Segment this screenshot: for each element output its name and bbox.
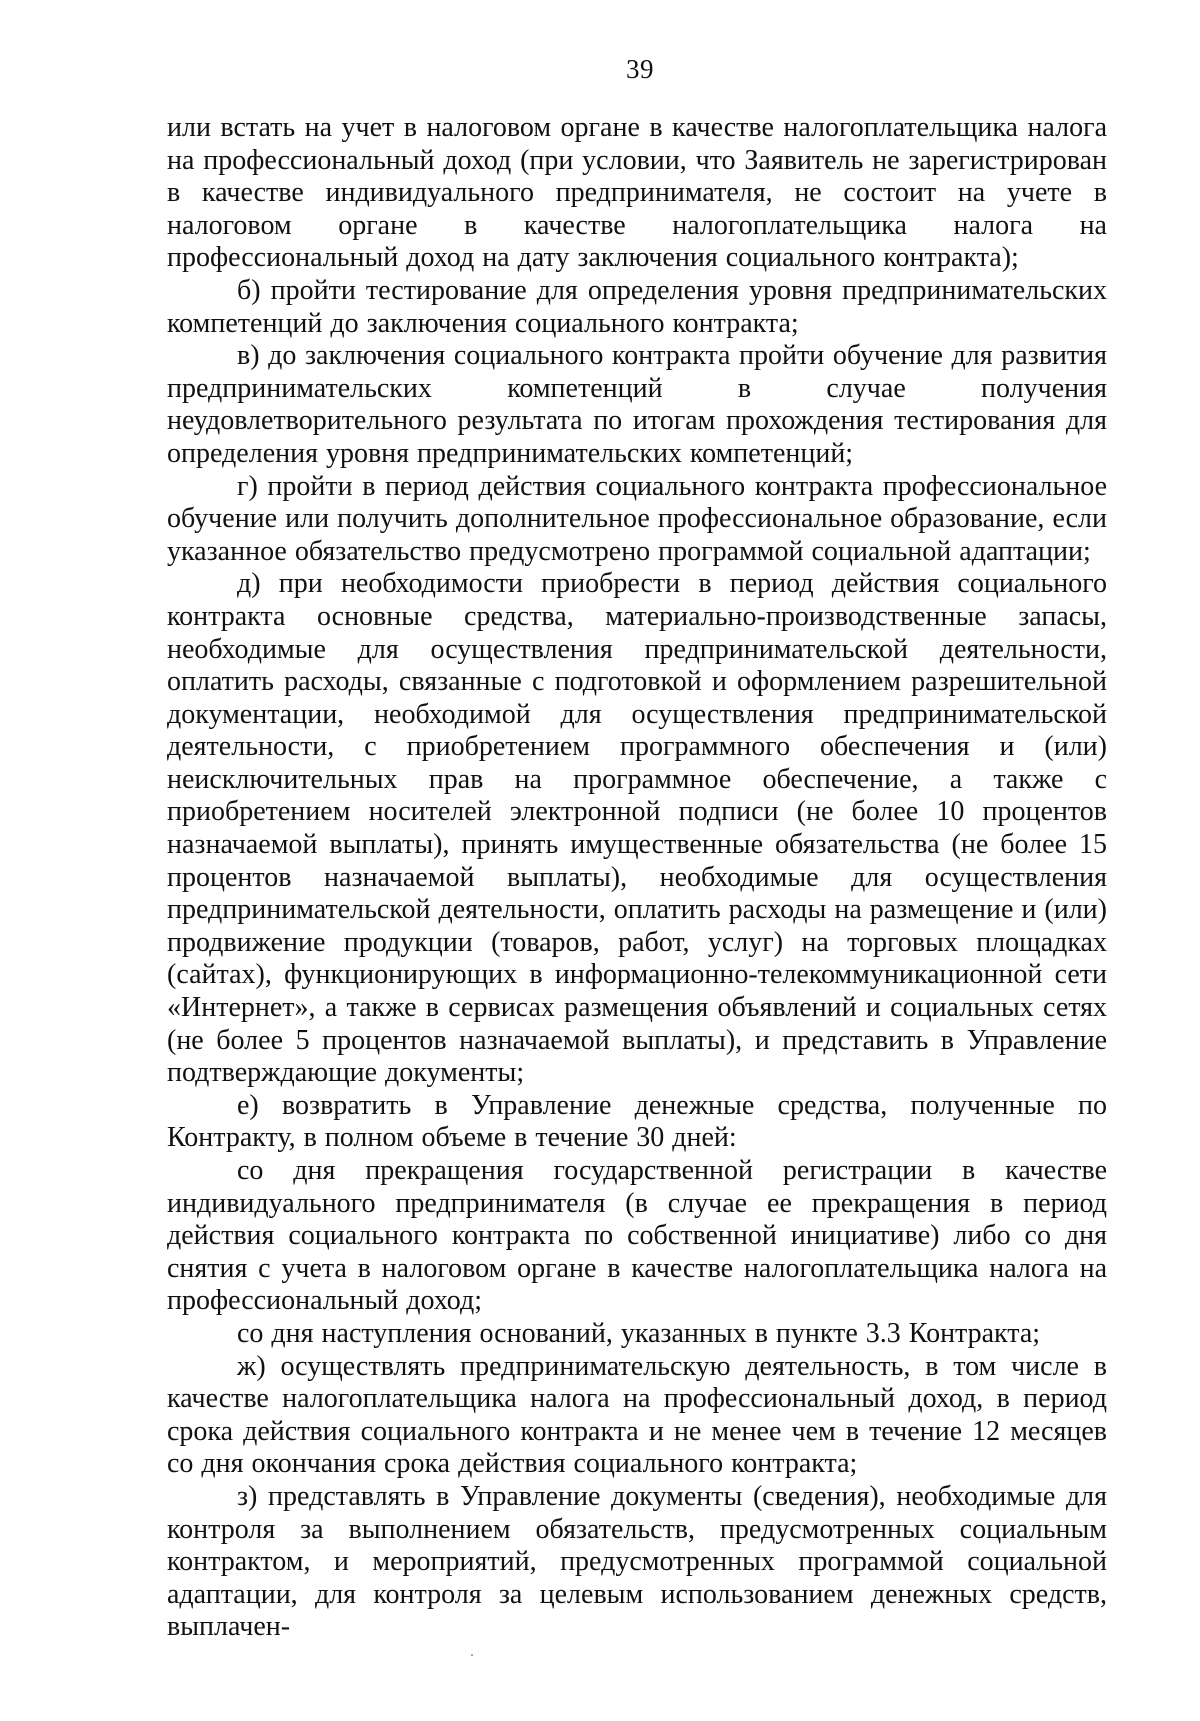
paragraph-item-e: е) возвратить в Управление денежные средства, полученные по Контракту, в полном объеме в течение 30 дней: (167, 1089, 1107, 1154)
document-body (167, 112, 1107, 1644)
paragraph-item-b: б) пройти тестирование для определения уровня предпринимательских компетенций до заключения социального контракта; (167, 274, 1107, 339)
paragraph-item-e-sub-1: со дня прекращения государственной регистрации в качестве индивидуального предпринимателя (в случае ее прекращения в период действия социального контракта по собственной инициативе) либо со дня снятия с учета в налоговом органе в качестве налогоплательщика налога на профессиональный доход; (167, 1155, 1107, 1317)
scan-speck (471, 1654, 473, 1656)
page-number: 39 (626, 54, 654, 84)
paragraph-item-v: в) до заключения социального контракта пройти обучение для развития предпринимательских компетенций в случае получения неудовлетворительного результата по итогам прохождения тестирования для определения уровня предпринимательских компетенций; (167, 340, 1107, 469)
paragraph-continuation: или встать на учет в налоговом органе в качестве налогоплательщика налога на профессиональный доход (при условии, что Заявитель не зарегистрирован в качестве индивидуального предпринимателя, не состоит на учете в налоговом органе в качестве налогоплательщика налога на профессиональный доход на дату заключения социального контракта); (167, 112, 1107, 274)
paragraph-item-g: г) пройти в период действия социального контракта профессиональное обучение или получить дополнительное профессиональное образование, если указанное обязательство предусмотрено программой социальной адаптации; (167, 470, 1107, 567)
paragraph-item-e-sub-2: со дня наступления оснований, указанных в пункте 3.3 Контракта; (237, 1317, 1041, 1349)
paragraph-item-zh: ж) осуществлять предпринимательскую деятельность, в том числе в качестве налогоплательщика налога на профессиональный доход, в период срока действия социального контракта и не менее чем в течение 12 месяцев со дня окончания срока действия социального контракта; (167, 1350, 1107, 1480)
paragraph-item-d: д) при необходимости приобрести в период действия социального контракта основные средства, материально-производственные запасы, необходимые для осуществления предпринимательской деятельности, оплатить расходы, связанные с подготовкой и оформлением разрешительной документации, необходимой для осуществления предпринимательской деятельности, с приобретением программного обеспечения и (или) неисключительных прав на программное обеспечение, а также с приобретением носителей электронной подписи (не более 10 процентов назначаемой выплаты), принять имущественные обязательства (не более 15 процентов назначаемой выплаты), необходимые для осуществления предпринимательской деятельности, оплатить расходы на размещение и (или) продвижение продукции (товаров, работ, услуг) на торговых площадках (сайтах), функционирующих в информационно-телекоммуникационной сети «Интернет», а также в сервисах размещения объявлений и социальных сетях (не более 5 процентов назначаемой выплаты), и представить в Управление подтверждающие документы; (167, 568, 1107, 1089)
paragraph-item-z: з) представлять в Управление документы (сведения), необходимые для контроля за выполнением обязательств, предусмотренных социальным контрактом, и мероприятий, предусмотренных программой социальной адаптации, для контроля за целевым использованием денежных средств, выплачен- (167, 1480, 1107, 1643)
